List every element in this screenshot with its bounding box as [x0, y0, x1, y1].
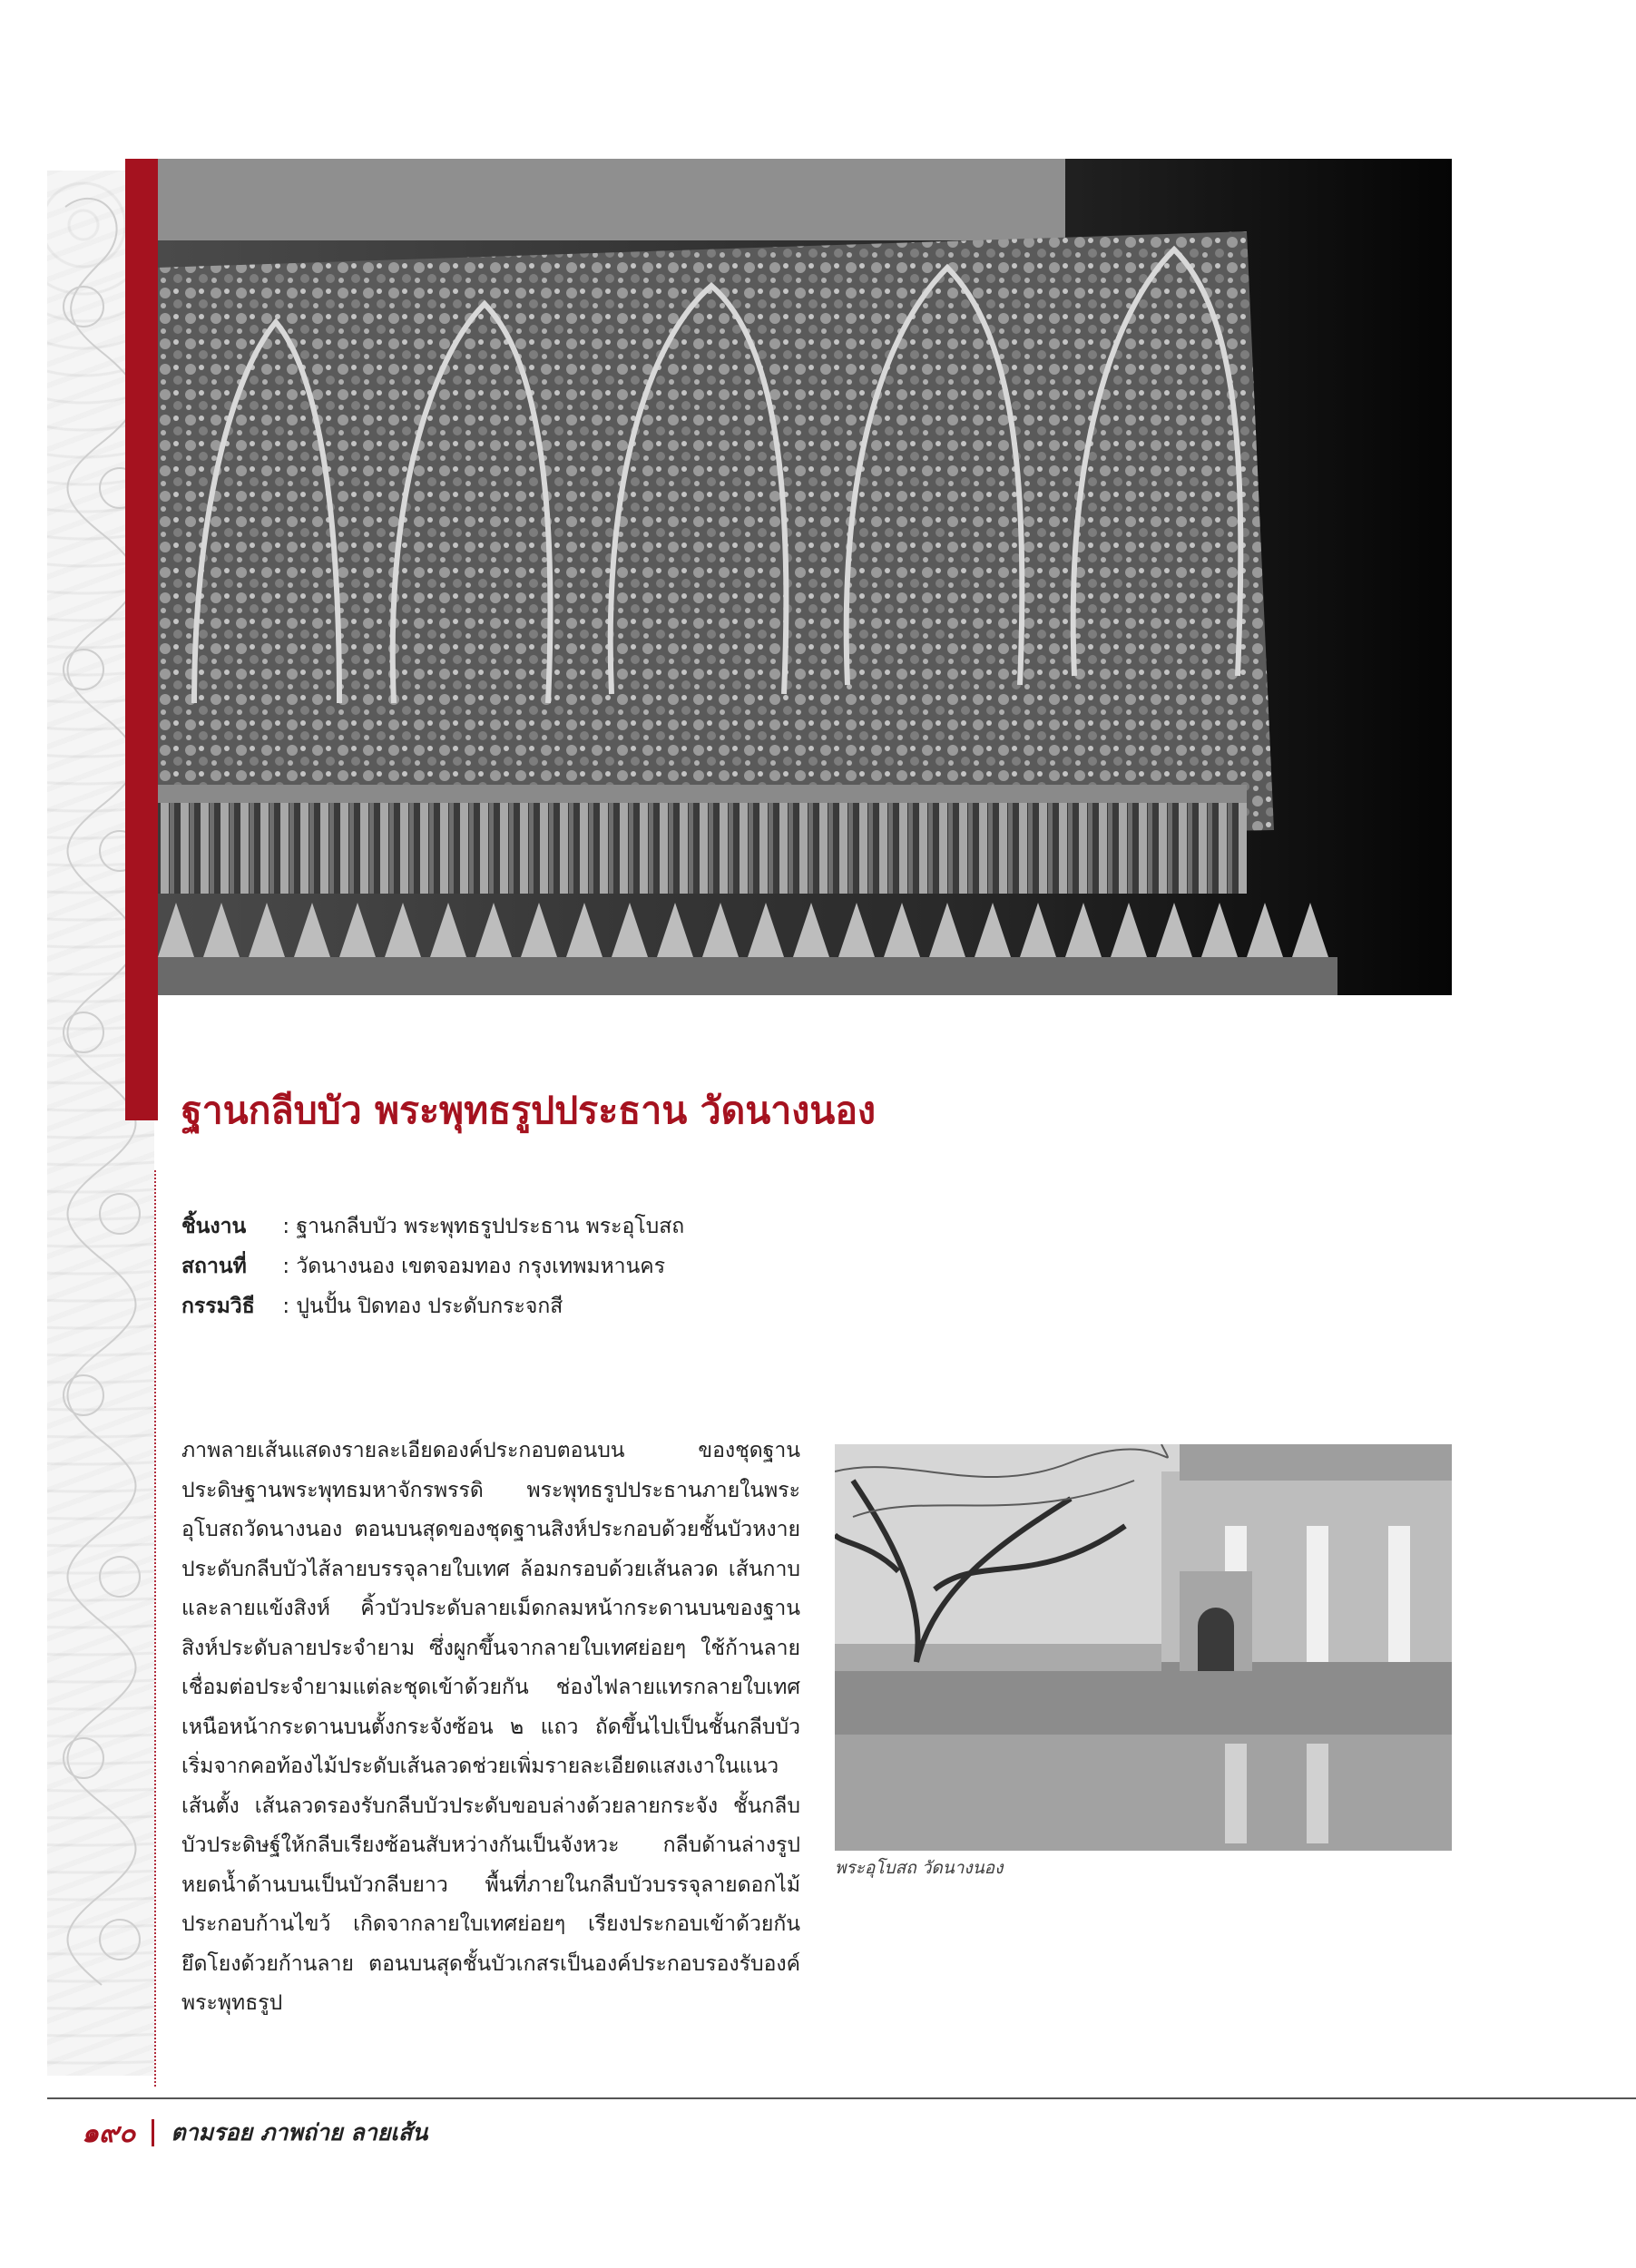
accent-bar: [125, 159, 158, 1120]
detail-value: : ฐานกลีบบัว พระพุทธรูปประธาน พระอุโบสถ: [282, 1215, 685, 1238]
main-photo-lotus-pedestal: [158, 159, 1452, 995]
page-footer: [82, 2110, 427, 2156]
page-number: ๑๙๐: [82, 2116, 136, 2149]
side-photo-ordination-hall: [835, 1444, 1452, 1851]
ordination-hall-photo: [835, 1444, 1452, 1851]
detail-row-artwork: [181, 1207, 907, 1246]
footer-separator: [152, 2119, 154, 2146]
body-text: ภาพลายเส้นแสดงรายละเอียดองค์ประกอบตอนบน ของชุดฐานประดิษฐานพระพุทธมหาจักรพรรดิ พระพุทธรูปประธานภายในพระอุโบสถวัดนางนอง ตอนบนสุดของชุดฐานสิงห์ประกอบด้วยชั้นบัวหงาย ประดับกลีบบัวไส้ลายบรรจุลายใบเทศ ล้อมกรอบด้วยเส้นลวด เส้นกาบ และลายแข้งสิงห์ คิ้วบัวประดับลายเม็ดกลมหน้ากระดานบนของฐานสิงห์ประดับลายประจำยาม ซึ่งผูกขึ้นจากลายใบเทศย่อยๆ ใช้ก้านลายเชื่อมต่อประจำยามแต่ละชุดเข้าด้วยกัน ช่องไฟลายแทรกลายใบเทศ เหนือหน้ากระดานบนตั้งกระจังซ้อน ๒ แถว ถัดขึ้นไปเป็นชั้นกลีบบัว เริ่มจากคอท้องไม้ประดับเส้นลวดช่วยเพิ่มรายละเอียดแสงเงาในแนวเส้นตั้ง เส้นลวดรองรับกลีบบัวประดับขอบล่างด้วยลายกระจัง ชั้นกลีบบัวประดิษฐ์ให้กลีบเรียงซ้อนสับหว่างกันเป็นจังหวะ กลีบด้านล่างรูปหยดน้ำด้านบนเป็นบัวกลีบยาว พื้นที่ภายในกลีบบัวบรรจุลายดอกไม้ประกอบก้านไขว้ เกิดจากลายใบเทศย่อยๆ เรียงประกอบเข้าด้วยกัน ยึดโยงด้วยก้านลาย ตอนบนสุดชั้นบัวเกสรเป็นองค์ประกอบรองรับองค์พระพุทธรูป: [181, 1439, 800, 2015]
dotted-divider: [154, 1170, 156, 2087]
detail-label: ชิ้นงาน: [181, 1215, 247, 1238]
detail-label: สถานที่: [181, 1255, 247, 1278]
body-paragraph: [181, 1432, 800, 2024]
detail-row-technique: [181, 1286, 907, 1326]
photo-caption: พระอุโบสถ วัดนางนอง: [835, 1858, 1004, 1878]
detail-row-location: [181, 1246, 907, 1286]
book-title: ตามรอย ภาพถ่าย ลายเส้น: [171, 2119, 428, 2146]
detail-value: : วัดนางนอง เขตจอมทอง กรุงเทพมหานคร: [282, 1255, 666, 1278]
footer-divider-line: [47, 2097, 1636, 2099]
artwork-details: [181, 1207, 907, 1326]
lotus-pedestal-photo: [158, 159, 1452, 995]
page-title: ฐานกลีบบัว พระพุทธรูปประธาน วัดนางนอง: [181, 1089, 876, 1132]
detail-label: กรรมวิธี: [181, 1295, 255, 1318]
detail-value: : ปูนปั้น ปิดทอง ประดับกระจกสี: [282, 1295, 563, 1318]
